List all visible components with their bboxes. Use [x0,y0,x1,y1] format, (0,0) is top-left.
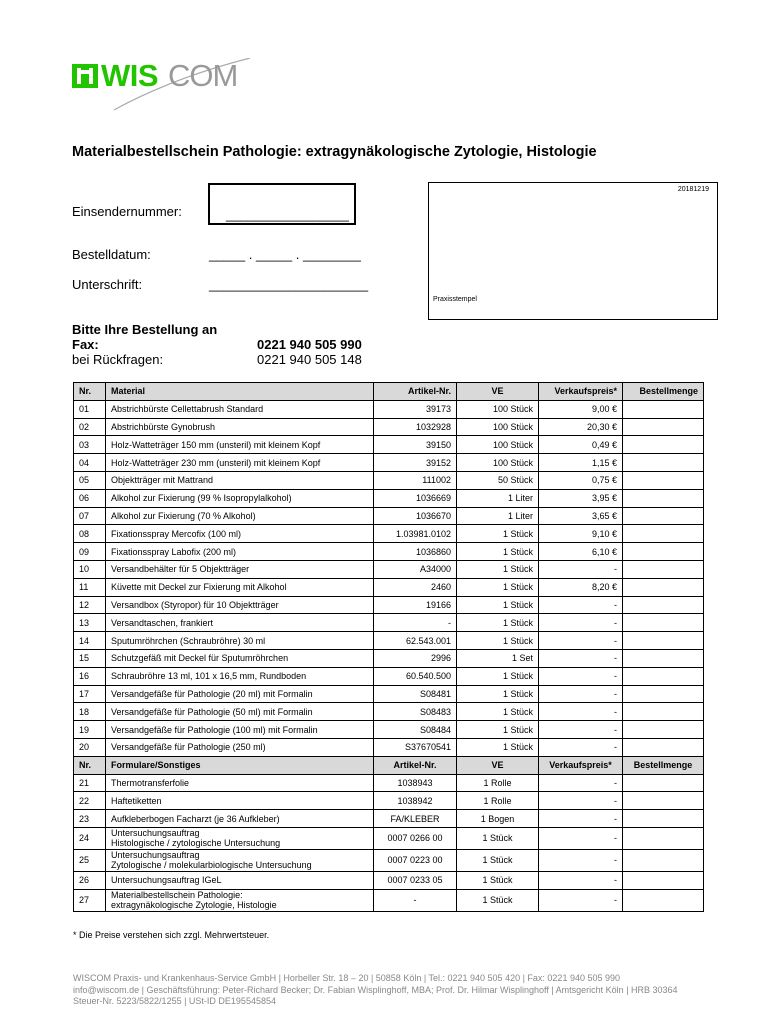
row-unit: 1 Rolle [457,792,539,810]
row-article-nr: 1036860 [374,543,457,561]
header-quantity: Bestellmenge [623,383,704,401]
row-unit: 1 Bogen [457,810,539,828]
row-nr: 27 [74,889,106,911]
row-material [106,774,374,792]
row-unit: 1 Stück [457,849,539,871]
row-quantity-input[interactable] [623,685,704,703]
order-date-field[interactable]: _____ . _____ . ________ [209,247,361,262]
row-unit: 100 Stück [457,418,539,436]
row-price: - [539,667,623,685]
row-material-line-2: extragynäkologische Zytologie, Histologie [111,900,277,911]
row-unit: 1 Liter [457,507,539,525]
row-price: 6,10 € [539,543,623,561]
row-article-nr: 1038942 [374,792,457,810]
row-nr: 21 [74,774,106,792]
row-nr: 07 [74,507,106,525]
row-nr: 24 [74,827,106,849]
row-quantity-input[interactable] [623,632,704,650]
row-material-line-1: Haftetiketten [111,795,162,806]
table-row [74,400,704,418]
table-row [74,889,704,911]
row-quantity-input[interactable] [623,596,704,614]
row-material-line-1: Aufkleberbogen Facharzt (je 36 Aufkleber) [111,813,280,824]
row-unit: 1 Stück [457,703,539,721]
row-article-nr: 0007 0266 00 [374,827,457,849]
row-material: Versandbehälter für 5 Objektträger [106,560,374,578]
row-nr: 15 [74,649,106,667]
row-unit: 1 Stück [457,667,539,685]
row-article-nr: 1036670 [374,507,457,525]
row-unit: 100 Stück [457,436,539,454]
table-row [74,560,704,578]
table-row [74,525,704,543]
row-quantity-input[interactable] [623,889,704,911]
row-unit: 1 Stück [457,614,539,632]
row-quantity-input[interactable] [623,774,704,792]
row-article-nr: 0007 0233 05 [374,871,457,889]
practice-stamp-box[interactable] [428,182,718,320]
row-price: 3,95 € [539,489,623,507]
header-price: Verkaufspreis* [539,383,623,401]
signature-label: Unterschrift: [72,277,143,292]
table-row [74,614,704,632]
row-price: - [539,849,623,871]
row-article-nr: 62.543.001 [374,632,457,650]
row-nr: 25 [74,849,106,871]
footer-line-1: WISCOM Praxis- und Krankenhaus-Service GmbH | Horbeller Str. 18 – 20 | 50858 Köln | Tel.: 0221 940 505 420 | Fax: 0221 940 505 990 [73,973,620,983]
table-row [74,792,704,810]
row-unit: 1 Stück [457,827,539,849]
row-unit: 1 Set [457,649,539,667]
row-material-line-1: Untersuchungsauftrag IGeL [111,875,222,886]
row-nr: 26 [74,871,106,889]
row-material [106,827,374,849]
row-material: Alkohol zur Fixierung (99 % Isopropylalkohol) [106,489,374,507]
row-price: - [539,827,623,849]
row-quantity-input[interactable] [623,721,704,739]
row-material [106,849,374,871]
row-nr: 22 [74,792,106,810]
row-nr: 03 [74,436,106,454]
header-article-nr: Artikel-Nr. [374,383,457,401]
row-material: Holz-Watteträger 230 mm (unsteril) mit kleinem Kopf [106,454,374,472]
row-price: - [539,871,623,889]
section-header-forms: Formulare/Sonstiges [106,756,374,774]
table-row [74,489,704,507]
row-price: - [539,792,623,810]
row-material: Schutzgefäß mit Deckel für Sputumröhrchen [106,649,374,667]
row-unit: 100 Stück [457,400,539,418]
row-article-nr: 19166 [374,596,457,614]
row-nr: 13 [74,614,106,632]
table-row [74,774,704,792]
row-article-nr: 111002 [374,471,457,489]
row-article-nr: 2460 [374,578,457,596]
section-header-nr: Nr. [74,756,106,774]
row-quantity-input[interactable] [623,667,704,685]
table-row [74,667,704,685]
order-table [73,382,704,912]
row-price: 9,00 € [539,400,623,418]
row-article-nr: 0007 0223 00 [374,849,457,871]
table-row [74,471,704,489]
row-price: - [539,649,623,667]
row-article-nr: FA/KLEBER [374,810,457,828]
table-header-row [74,383,704,401]
row-price: - [539,560,623,578]
row-material: Objektträger mit Mattrand [106,471,374,489]
wiscom-logo [72,58,247,113]
row-price: 0,49 € [539,436,623,454]
table-row [74,827,704,849]
row-quantity-input[interactable] [623,543,704,561]
row-article-nr: 39173 [374,400,457,418]
row-price: - [539,703,623,721]
row-price: 0,75 € [539,471,623,489]
row-nr: 19 [74,721,106,739]
row-nr: 10 [74,560,106,578]
row-material: Versandgefäße für Pathologie (20 ml) mit Formalin [106,685,374,703]
table-row [74,685,704,703]
table-row [74,649,704,667]
row-nr: 17 [74,685,106,703]
row-price: - [539,632,623,650]
row-price: 3,65 € [539,507,623,525]
row-article-nr: S08481 [374,685,457,703]
row-unit: 1 Stück [457,560,539,578]
row-article-nr: - [374,889,457,911]
row-article-nr: 1038943 [374,774,457,792]
row-price: - [539,596,623,614]
row-material: Küvette mit Deckel zur Fixierung mit Alkohol [106,578,374,596]
row-article-nr: A34000 [374,560,457,578]
row-article-nr: S37670541 [374,738,457,756]
row-quantity-input[interactable] [623,436,704,454]
page-title: Materialbestellschein Pathologie: extragynäkologische Zytologie, Histologie [72,144,597,160]
row-material [106,792,374,810]
row-article-nr: 60.540.500 [374,667,457,685]
questions-label: bei Rückfragen: [72,352,164,367]
header-unit: VE [457,383,539,401]
row-quantity-input[interactable] [623,849,704,871]
row-nr: 14 [74,632,106,650]
table-row [74,703,704,721]
row-price: - [539,721,623,739]
table-row [74,454,704,472]
row-nr: 18 [74,703,106,721]
row-material: Versandtaschen, frankiert [106,614,374,632]
row-price: 9,10 € [539,525,623,543]
price-note: * Die Preise verstehen sich zzgl. Mehrwertsteuer. [73,930,270,940]
sender-number-label: Einsendernummer: [72,204,182,219]
row-material-line-1: Untersuchungsauftrag [111,828,200,839]
row-nr: 09 [74,543,106,561]
table-row [74,721,704,739]
order-date-label: Bestelldatum: [72,247,151,262]
section-header-price: Verkaufspreis* [539,756,623,774]
row-article-nr: 2996 [374,649,457,667]
row-price: - [539,889,623,911]
logo-h-icon [72,64,98,88]
row-article-nr: S08484 [374,721,457,739]
row-quantity-input[interactable] [623,810,704,828]
row-unit: 1 Stück [457,596,539,614]
row-quantity-input[interactable] [623,454,704,472]
row-price: - [539,685,623,703]
section-header-article-nr: Artikel-Nr. [374,756,457,774]
questions-number: 0221 940 505 148 [257,352,362,367]
row-quantity-input[interactable] [623,792,704,810]
row-nr: 06 [74,489,106,507]
header-nr: Nr. [74,383,106,401]
header-material: Material [106,383,374,401]
sender-number-field[interactable]: _________________ [226,207,349,222]
row-price: 8,20 € [539,578,623,596]
footer-line-3: Steuer-Nr. 5223/5822/1255 | USt-ID DE195545854 [73,996,276,1006]
row-material-line-1: Materialbestellschein Pathologie: [111,890,243,901]
logo-text-wis: WIS [101,58,159,93]
section-header-unit: VE [457,756,539,774]
row-unit: 1 Stück [457,721,539,739]
row-article-nr: 1036669 [374,489,457,507]
row-unit: 1 Stück [457,632,539,650]
row-unit: 1 Stück [457,525,539,543]
row-price: 1,15 € [539,454,623,472]
table-row [74,418,704,436]
row-quantity-input[interactable] [623,703,704,721]
row-nr: 11 [74,578,106,596]
section-header-quantity: Bestellmenge [623,756,704,774]
row-quantity-input[interactable] [623,738,704,756]
row-material: Schraubröhre 13 ml, 101 x 16,5 mm, Rundboden [106,667,374,685]
row-nr: 02 [74,418,106,436]
fax-label: Fax: [72,337,99,352]
row-quantity-input[interactable] [623,560,704,578]
row-quantity-input[interactable] [623,471,704,489]
row-nr: 04 [74,454,106,472]
row-material-line-2: Histologische / zytologische Untersuchung [111,838,281,849]
row-quantity-input[interactable] [623,400,704,418]
table-row [74,849,704,871]
row-quantity-input[interactable] [623,871,704,889]
row-unit: 1 Stück [457,871,539,889]
row-quantity-input[interactable] [623,525,704,543]
stamp-label: Praxisstempel [433,296,477,303]
stamp-date-code: 20181219 [677,186,709,193]
row-material-line-1: Thermotransferfolie [111,777,190,788]
row-nr: 23 [74,810,106,828]
row-nr: 01 [74,400,106,418]
table-row [74,738,704,756]
table-row [74,596,704,614]
row-unit: 50 Stück [457,471,539,489]
row-quantity-input[interactable] [623,489,704,507]
row-unit: 1 Rolle [457,774,539,792]
table-row [74,507,704,525]
row-quantity-input[interactable] [623,614,704,632]
row-material: Sputumröhrchen (Schraubröhre) 30 ml [106,632,374,650]
logo-text-com: COM [168,58,238,93]
row-nr: 20 [74,738,106,756]
row-material [106,810,374,828]
row-quantity-input[interactable] [623,418,704,436]
row-unit: 1 Stück [457,738,539,756]
row-unit: 1 Stück [457,543,539,561]
row-material: Fixationsspray Mercofix (100 ml) [106,525,374,543]
row-price: - [539,614,623,632]
row-material-line-1: Untersuchungsauftrag [111,850,200,861]
row-unit: 100 Stück [457,454,539,472]
table-row [74,871,704,889]
row-quantity-input[interactable] [623,507,704,525]
table-row [74,436,704,454]
row-material [106,871,374,889]
row-quantity-input[interactable] [623,578,704,596]
table-row [74,543,704,561]
row-unit: 1 Stück [457,685,539,703]
row-nr: 12 [74,596,106,614]
row-quantity-input[interactable] [623,649,704,667]
signature-field[interactable]: ______________________ [209,277,369,292]
order-heading: Bitte Ihre Bestellung an [72,322,218,337]
row-article-nr: 39150 [374,436,457,454]
row-price: - [539,738,623,756]
row-quantity-input[interactable] [623,827,704,849]
row-material: Holz-Watteträger 150 mm (unsteril) mit kleinem Kopf [106,436,374,454]
row-material: Abstrichbürste Cellettabrush Standard [106,400,374,418]
row-article-nr: S08483 [374,703,457,721]
table-row [74,632,704,650]
row-material: Abstrichbürste Gynobrush [106,418,374,436]
row-nr: 08 [74,525,106,543]
row-unit: 1 Stück [457,578,539,596]
company-footer [73,973,678,1008]
row-material: Versandgefäße für Pathologie (250 ml) [106,738,374,756]
row-price: - [539,810,623,828]
fax-number: 0221 940 505 990 [257,337,362,352]
row-material-line-2: Zytologische / molekularbiologische Untersuchung [111,860,312,871]
row-material: Versandbox (Styropor) für 10 Objektträger [106,596,374,614]
row-nr: 16 [74,667,106,685]
row-unit: 1 Stück [457,889,539,911]
row-article-nr: 1.03981.0102 [374,525,457,543]
table-row [74,578,704,596]
row-price: - [539,774,623,792]
footer-line-2: info@wiscom.de | Geschäftsführung: Peter-Richard Becker; Dr. Fabian Wisplinghoff, MBA; Prof. Dr. Hilmar Wisplinghoff | Amtsgericht Köln | HRB 30364 [73,984,678,995]
row-nr: 05 [74,471,106,489]
row-article-nr: 1032928 [374,418,457,436]
row-material: Alkohol zur Fixierung (70 % Alkohol) [106,507,374,525]
row-material: Fixationsspray Labofix (200 ml) [106,543,374,561]
row-material: Versandgefäße für Pathologie (50 ml) mit Formalin [106,703,374,721]
row-material: Versandgefäße für Pathologie (100 ml) mit Formalin [106,721,374,739]
row-article-nr: 39152 [374,454,457,472]
table-section-header-row [74,756,704,774]
row-unit: 1 Liter [457,489,539,507]
table-row [74,810,704,828]
row-article-nr: - [374,614,457,632]
row-price: 20,30 € [539,418,623,436]
row-material [106,889,374,911]
